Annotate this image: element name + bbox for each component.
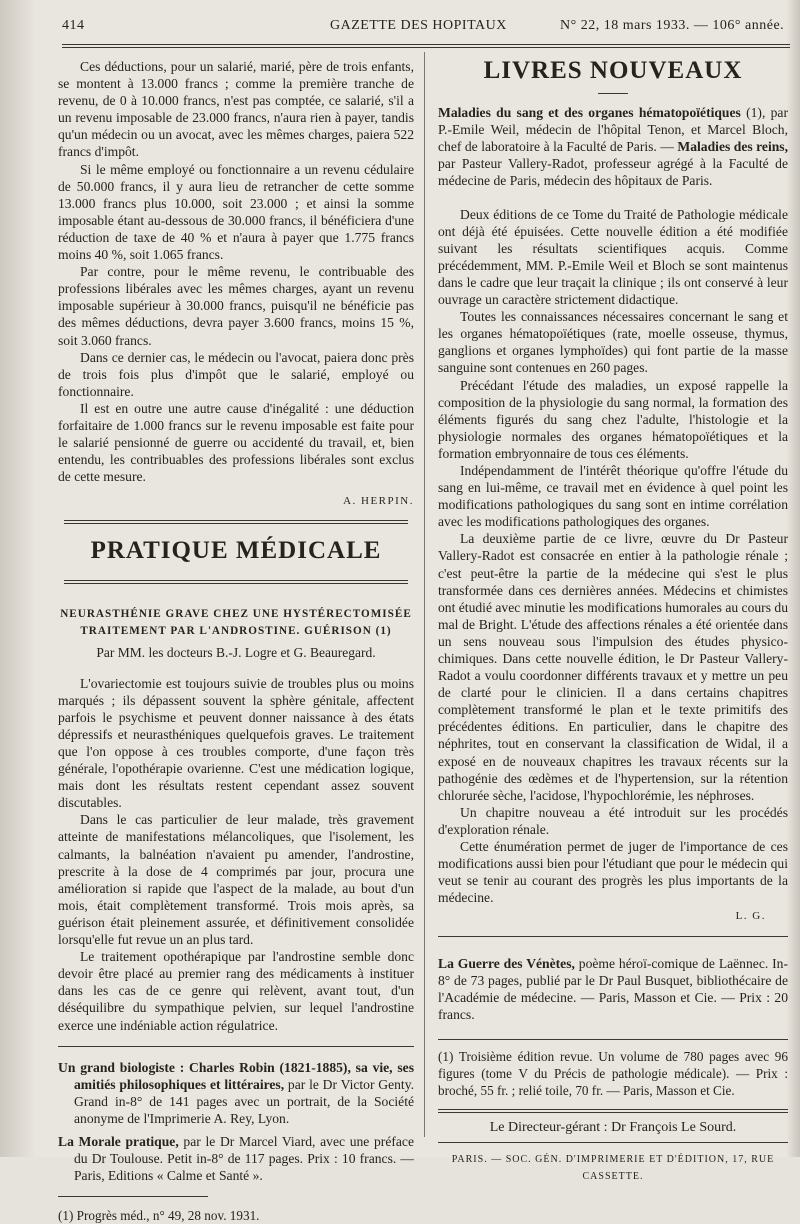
footnote-rule bbox=[438, 1039, 788, 1040]
book-entry bbox=[438, 955, 788, 1023]
journal-title: GAZETTE DES HOPITAUX bbox=[330, 18, 507, 33]
review-paragraph: Un chapitre nouveau a été introduit sur les procédés d'exploration rénale. bbox=[438, 804, 788, 837]
footnote: (1) Troisième édition revue. Un volume de 780 pages avec 96 figures (tome V du Précis de pathologie médicale). — Prix : broché, 55 fr. ; relié toile, 70 fr. — Paris, Masson et Cie. bbox=[438, 1048, 788, 1098]
reviewed-book-details-2: par Pasteur Vallery-Radot, professeur agrégé à la Faculté de médecine de Paris, médecin des hôpitaux de Paris. bbox=[438, 156, 788, 189]
review-paragraph: Cette énumération permet de juger de l'importance de ces modifications aussi bien pour l'étudiant que pour le médecin qui veut se tenir au courant des progrès les plus importants de la médecine. bbox=[438, 839, 788, 906]
book-title: La Guerre des Vénètes, bbox=[438, 955, 575, 971]
imprint-rule bbox=[438, 1142, 788, 1143]
article-paragraph: Le traitement opothérapique par l'androstine semble donc devoir être placé au premier rang des médicaments à instituer dans les cas de ce genre qui relèvent, avant tout, d'un déséquilibre du sympathique pelvien, sur lequel l'androstine exerce une indéniable action régulatrice. bbox=[58, 949, 414, 1033]
book-entry bbox=[58, 1059, 414, 1127]
page-right-edge bbox=[786, 0, 800, 1157]
footnote-rule bbox=[58, 1196, 208, 1197]
book-list bbox=[58, 1059, 414, 1185]
review-lead bbox=[438, 104, 788, 189]
review-paragraph: Deux éditions de ce Tome du Traité de Pathologie médicale ont déjà été épuisées. Cette nouvelle édition a été modifiée suivant les résultats scientifiques acquis. Comme précédemment, MM. P.-Emile Weil et Bloch se sont maintenus dans le cadre que leur traçait la clinique ; ils ont conservé à leur ouvrage un caractère strictement didactique. bbox=[438, 206, 788, 308]
page-number: 414 bbox=[62, 18, 85, 33]
section-separator bbox=[64, 580, 408, 584]
book-entry bbox=[58, 1133, 414, 1184]
director-manager: Le Directeur-gérant : Dr François Le Sourd. bbox=[489, 1119, 737, 1135]
article-paragraph: L'ovariectomie est toujours suivie de troubles plus ou moins marqués ; ils dépassent souvent la sphère génitale, affectent parfois le psychisme et peuvent donner naissance à des états dépressifs et neurasthéniques quelquefois graves. Le traitement que l'on oppose à ces troubles comporte, d'une façon très générale, l'opothérapie ovarienne. C'est une médication logique, mais dont les résultats restent cependant assez souvent discutables. bbox=[58, 675, 414, 811]
section-title: LIVRES NOUVEAUX bbox=[483, 57, 743, 84]
book-title: La Morale pratique, bbox=[58, 1133, 179, 1149]
section-title: PRATIQUE MÉDICALE bbox=[90, 537, 382, 565]
page-left-edge bbox=[0, 0, 36, 1157]
book-details: poème héroï-comique de Laënnec. In-8° de 73 pages, publié par le Dr Paul Busquet, bibliothécaire de l'Académie de médecine. — Paris, Masson et Cie. — Prix : 20 francs. bbox=[438, 955, 788, 1022]
article-signature: A. HERPIN. bbox=[343, 495, 414, 508]
book-separator bbox=[438, 936, 788, 937]
intro-paragraph: Dans ce dernier cas, le médecin ou l'avocat, paiera donc près de trois fois plus d'impôt que le salarié, employé ou fonctionnaire. bbox=[58, 349, 414, 399]
printer-imprint: PARIS. — SOC. GÉN. D'IMPRIMERIE ET D'ÉDITION, 17, RUE CASSETTE. bbox=[451, 1153, 775, 1183]
review-paragraph: La deuxième partie de ce livre, œuvre du Dr Pasteur Vallery-Radot est consacrée en entier à la pathologie rénale ; c'est peut-être la partie de la médecine qui s'est le plus transformée dans ces dernières années. Médecins et chimistes ont étudié avec minutie les modifications humorales au cours du mal de Bright. L'étude des affections rénales a été orientée dans un sens nouveau sous l'impulsion des études physico-chimiques. Dans cette nouvelle édition, le Dr Pasteur Vallery-Radot a voulu coordonner différents travaux et y mettre un peu de clarté pour le clinicien. Il a dans certains chapitres complètement transformé le plan et le texte primitifs des précédentes éditions. En particulier, dans le chapitre des néphrites, tout en conservant la classification de Widal, il a exposé en de nouveaux chapitres les travaux récents sur la pathogénie des œdèmes et de l'hypertension, sur la rétention chlorurée sèche, l'acidose, l'hypochlorémie, les néphroses. bbox=[438, 531, 788, 803]
right-column bbox=[438, 57, 788, 1185]
book-details: par le Dr Victor Genty. Grand in-8° de 141 pages avec un portrait, de la Société anonyme de l'Imprimerie A. Rey, Lyon. bbox=[74, 1076, 415, 1126]
header-rule-bottom bbox=[62, 47, 790, 48]
reviewed-book-title-2: Maladies des reins, bbox=[677, 139, 788, 155]
article-title-line1: NEURASTHÉNIE GRAVE CHEZ UNE HYSTÉRECTOMISÉE bbox=[60, 607, 412, 620]
reviewed-book-details: (1), par P.-Emile Weil, médecin de l'hôpital Tenon, et Marcel Bloch, chef de laboratoire à la Faculté de Paris. — bbox=[438, 105, 788, 155]
book-title: Un grand biologiste : Charles Robin (1821-1885), sa vie, ses amitiés philosophiques et littéraires, bbox=[58, 1059, 414, 1092]
article-byline: Par MM. les docteurs B.-J. Logre et G. Beauregard. bbox=[96, 644, 376, 660]
review-signature: L. G. bbox=[735, 910, 766, 923]
running-header bbox=[62, 18, 790, 38]
column-divider bbox=[424, 52, 425, 1137]
section-separator bbox=[64, 520, 408, 524]
title-rule bbox=[598, 93, 628, 94]
footnote: (1) Progrès méd., n° 49, 28 nov. 1931. bbox=[58, 1208, 260, 1224]
article-title-line2: TRAITEMENT PAR L'ANDROSTINE. GUÉRISON (1) bbox=[80, 624, 392, 637]
intro-paragraph: Si le même employé ou fonctionnaire a un revenu cédulaire de 50.000 francs, il y aura lieu de retrancher de cette somme 13.000 francs plus 10.000, soit 23.000 ; et ainsi la somme imposable étant au-dessous de 30.000 francs, il bénéficiera d'une réduction de taxe de 40 % et n'aura à payer que 1.775 francs moins 40 %, soit 1.065 francs. bbox=[58, 161, 414, 263]
review-paragraph: Toutes les connaissances nécessaires concernant le sang et les organes hématopoïétiques (rate, moelle osseuse, thymus, ganglions et organes lymphoïdes) qui font partie de la masse sanguine sont contenues en 260 pages. bbox=[438, 309, 788, 376]
header-rule-top bbox=[62, 44, 790, 45]
book-details: par le Dr Marcel Viard, avec une préface du Dr Toulouse. Petit in-8° de 117 pages. Prix : 10 francs. — Paris, Editions « Calme et Santé ». bbox=[74, 1133, 414, 1184]
reviewed-book-title: Maladies du sang et des organes hématopoïétiques bbox=[438, 105, 741, 121]
issue-info: N° 22, 18 mars 1933. — 106° année. bbox=[560, 18, 785, 33]
intro-paragraph: Ces déductions, pour un salarié, marié, père de trois enfants, se montent à 13.000 francs ; comme la première tranche de revenu, de 0 à 10.000 francs, n'est pas comptée, ce salarié, s'il a un revenu imposable de 23.000 francs, n'aura rien à payer, tandis qu'un médecin ou un avocat, avec les mêmes charges, paiera 522 francs d'impôt. bbox=[58, 59, 414, 160]
review-paragraph: Précédant l'étude des maladies, un exposé rappelle la composition de la physiologie du sang normal, la formation des éléments figurés du sang chez l'adulte, l'histologie et la physiologie normales des organes hématopoïétiques et la formation embryonnaire de tous ces éléments. bbox=[438, 377, 788, 461]
gerant-separator bbox=[438, 1109, 788, 1113]
article-paragraph: Dans le cas particulier de leur malade, très gravement atteinte de manifestations mélancoliques, que l'isolement, les calmants, la balnéation n'avaient pu amender, l'androstine, prescrite à la dose de 4 comprimés par jour, procura une amélioration si rapide que l'aspect de la malade, au bout d'un mois, était complètement transformé. Trois mois après, sa guérison était pleinement assurée, et définitivement consolidée lorsqu'elle fut revue un an plus tard. bbox=[58, 812, 414, 948]
review-paragraph: Indépendamment de l'intérêt théorique qu'offre l'étude du sang en lui-même, ce travail met en évidence à quel point les modifications pathologiques du sang sont en intime corrélation avec les modifications pathologiques des organes. bbox=[438, 462, 788, 530]
books-separator bbox=[58, 1046, 414, 1047]
left-column bbox=[58, 58, 414, 1224]
intro-paragraph: Il est en outre une autre cause d'inégalité : une déduction forfaitaire de 1.000 francs sur le revenu imposable est faite pour le salarié pensionné de guerre ou accidenté du travail, et, bien entendu, les contribuables des professions libérales sont exclus de cette mesure. bbox=[58, 400, 414, 485]
intro-paragraph: Par contre, pour le même revenu, le contribuable des professions libérales avec les mêmes charges, ayant un revenu imposable supérieur à 30.000 francs, puisqu'il ne bénéficie pas des mêmes déductions, devra payer 3.600 francs, moins 15 %, soit 3.060 francs. bbox=[58, 264, 414, 348]
